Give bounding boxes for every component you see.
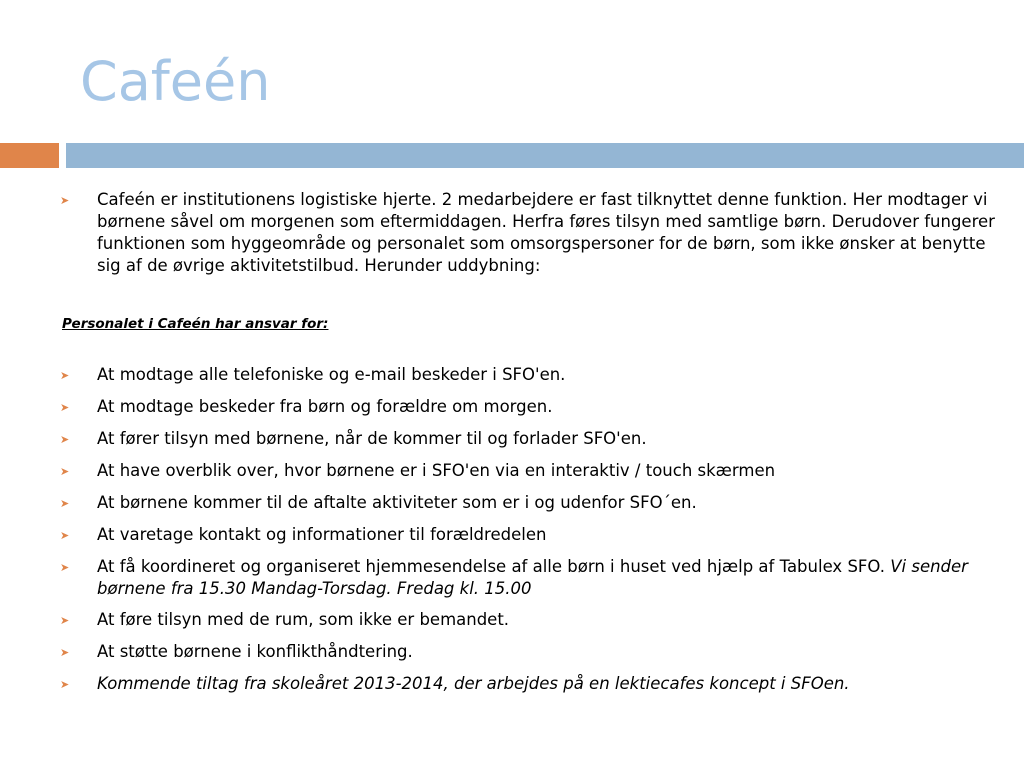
list-item-text: At fører tilsyn med børnene, når de kommer til og forlader SFO'en.	[97, 429, 647, 448]
list-item-text: At støtte børnene i konflikthåndtering.	[97, 642, 413, 661]
list-item	[97, 428, 997, 450]
list-item	[97, 556, 997, 600]
subheading: Personalet i Cafeén har ansvar for:	[62, 316, 329, 332]
list-item	[97, 492, 997, 514]
list-item	[97, 609, 997, 631]
list-item-italic-text: Vi sender børnene fra 15.30 Mandag-Torsdag. Fredag kl. 15.00	[97, 557, 968, 598]
list-item-text: At få koordineret og organiseret hjemmesendelse af alle børn i huset ved hjælp af Tabulex SFO.	[97, 557, 885, 576]
intro-paragraph: Cafeén er institutionens logistiske hjerte. 2 medarbejdere er fast tilknyttet denne funktion. Her modtager vi børnene såvel om morgenen som eftermiddagen. Herfra føres tilsyn med samtlige børn. Derudover fungerer funktionen som hyggeområde og personalet som omsorgspersoner for de børn, som ikke ønsker at benytte sig af de øvrige aktivitetstilbud. Herunder uddybning:	[97, 190, 995, 275]
arrow-bullet-icon: ➤	[60, 497, 70, 510]
arrow-bullet-icon: ➤	[60, 646, 70, 659]
arrow-bullet-icon: ➤	[60, 678, 70, 691]
arrow-bullet-icon: ➤	[60, 194, 70, 207]
list-item	[97, 524, 997, 546]
list-item	[97, 460, 997, 482]
arrow-bullet-icon: ➤	[60, 529, 70, 542]
slide-title: Cafeén	[80, 50, 271, 113]
list-item-text: At modtage beskeder fra børn og forældre om morgen.	[97, 397, 553, 416]
accent-bar-orange	[0, 143, 59, 168]
list-item-text: At føre tilsyn med de rum, som ikke er bemandet.	[97, 610, 510, 629]
accent-bar-blue	[66, 143, 1024, 168]
list-item-text: At have overblik over, hvor børnene er i SFO'en via en interaktiv / touch skærmen	[97, 461, 776, 480]
list-item-text: At modtage alle telefoniske og e-mail beskeder i SFO'en.	[97, 365, 566, 384]
list-item-italic-text: Kommende tiltag fra skoleåret 2013-2014, der arbejdes på en lektiecafes koncept i SFOen.	[97, 674, 850, 693]
list-item	[97, 396, 997, 418]
list-item-text: At varetage kontakt og informationer til forældredelen	[97, 525, 547, 544]
arrow-bullet-icon: ➤	[60, 401, 70, 414]
list-item	[97, 673, 997, 695]
arrow-bullet-icon: ➤	[60, 561, 70, 574]
arrow-bullet-icon: ➤	[60, 433, 70, 446]
arrow-bullet-icon: ➤	[60, 369, 70, 382]
list-item-text: At børnene kommer til de aftalte aktiviteter som er i og udenfor SFO´en.	[97, 493, 697, 512]
arrow-bullet-icon: ➤	[60, 614, 70, 627]
list-item	[97, 641, 997, 663]
arrow-bullet-icon: ➤	[60, 465, 70, 478]
list-item	[97, 364, 997, 386]
